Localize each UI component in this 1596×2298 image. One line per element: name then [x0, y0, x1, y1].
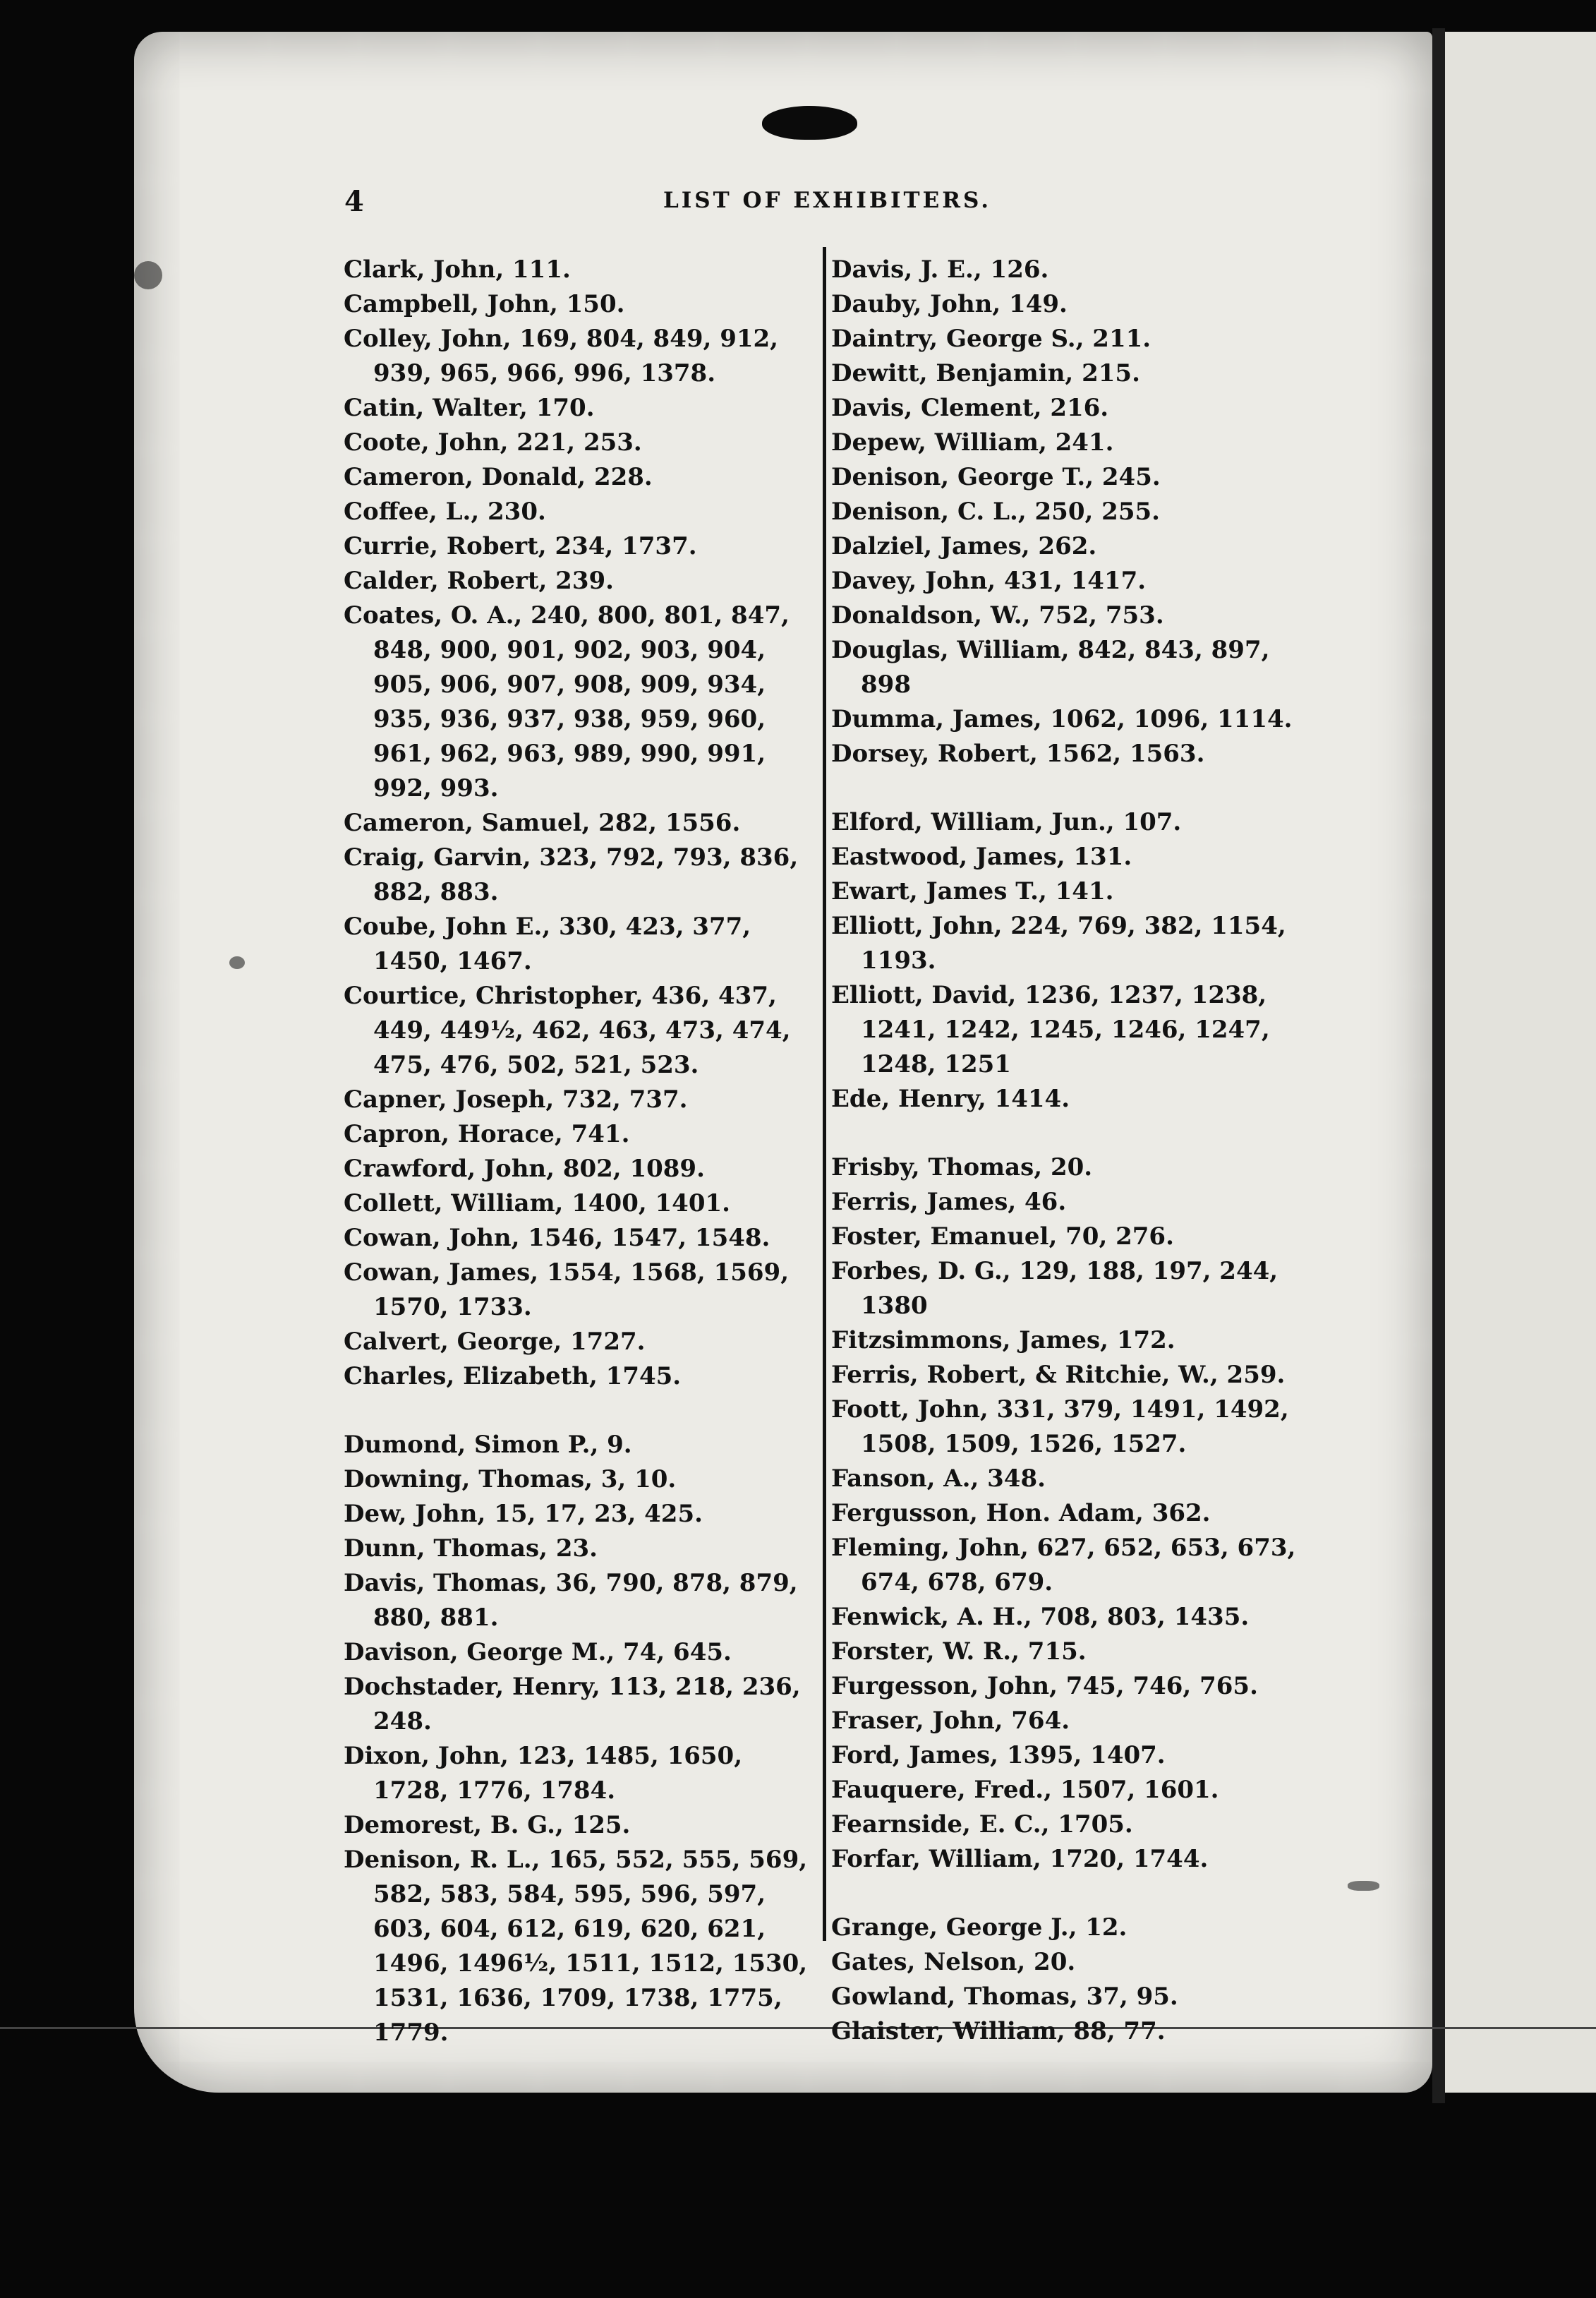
section-gap [831, 1877, 1318, 1911]
book-gutter [1432, 28, 1445, 2103]
exhibitor-entry: Denison, R. L., 165, 552, 555, 569, 582, 583, 584, 595, 596, 597, 603, 604, 612, 619, 620, 621, 1496, 1496½, 1511, 1512, 1530, 1531, 1636, 1709, 1738, 1775, 1779. [344, 1846, 808, 2047]
section-gap [831, 1117, 1318, 1150]
exhibitor-entry: Fearnside, E. C., 1705. [831, 1810, 1133, 1839]
exhibitor-entry: Colley, John, 169, 804, 849, 912, 939, 965, 966, 996, 1378. [344, 325, 779, 387]
exhibitor-entry: Fanson, A., 348. [831, 1464, 1046, 1493]
exhibitor-entry: Crawford, John, 802, 1089. [344, 1155, 705, 1183]
exhibitor-entry: Downing, Thomas, 3, 10. [344, 1465, 677, 1493]
exhibitor-entry: Foott, John, 331, 379, 1491, 1492, 1508, 1509, 1526, 1527. [831, 1395, 1289, 1458]
right-column [831, 253, 1318, 2049]
exhibitor-entry: Cowan, James, 1554, 1568, 1569, 1570, 1733. [344, 1258, 790, 1321]
exhibitor-entry: Ewart, James T., 141. [831, 877, 1114, 906]
exhibitor-entry: Davis, J. E., 126. [831, 255, 1049, 284]
exhibitor-entry: Dumond, Simon P., 9. [344, 1431, 632, 1459]
exhibitor-entry: Davey, John, 431, 1417. [831, 567, 1147, 595]
exhibitor-entry: Douglas, William, 842, 843, 897, 898 [831, 636, 1270, 699]
exhibitor-entry: Capron, Horace, 741. [344, 1120, 630, 1148]
exhibitor-entry: Fauquere, Fred., 1507, 1601. [831, 1776, 1219, 1804]
exhibitor-entry: Ferris, Robert, & Ritchie, W., 259. [831, 1361, 1286, 1389]
exhibitor-entry: Davison, George M., 74, 645. [344, 1638, 732, 1666]
exhibitor-entry: Gates, Nelson, 20. [831, 1948, 1076, 1976]
exhibitor-entry: Dunn, Thomas, 23. [344, 1534, 598, 1563]
exhibitor-entry: Calvert, George, 1727. [344, 1328, 646, 1356]
exhibitor-entry: Eastwood, James, 131. [831, 843, 1132, 871]
exhibitor-entry: Donaldson, W., 752, 753. [831, 601, 1164, 630]
exhibitor-entry: Davis, Clement, 216. [831, 394, 1109, 422]
exhibitor-entry: Coote, John, 221, 253. [344, 428, 642, 457]
exhibitor-entry: Demorest, B. G., 125. [344, 1811, 631, 1839]
exhibitor-entry: Furgesson, John, 745, 746, 765. [831, 1672, 1258, 1700]
exhibitor-entry: Grange, George J., 12. [831, 1913, 1128, 1942]
exhibitor-entry: Cameron, Donald, 228. [344, 463, 653, 491]
exhibitor-entry: Forfar, William, 1720, 1744. [831, 1845, 1209, 1873]
exhibitor-entry: Elliott, David, 1236, 1237, 1238, 1241, 1242, 1245, 1246, 1247, 1248, 1251 [831, 981, 1270, 1078]
exhibitor-entry: Capner, Joseph, 732, 737. [344, 1085, 688, 1114]
exhibitor-entry: Elliott, John, 224, 769, 382, 1154, 1193. [831, 912, 1286, 975]
exhibitor-entry: Campbell, John, 150. [344, 290, 625, 318]
exhibitor-entry: Dewitt, Benjamin, 215. [831, 359, 1140, 387]
exhibitor-entry: Ede, Henry, 1414. [831, 1085, 1070, 1113]
header-ornament [762, 106, 857, 140]
exhibitor-entry: Fitzsimmons, James, 172. [831, 1326, 1175, 1354]
section-gap [344, 1394, 816, 1428]
exhibitor-entry: Coube, John E., 330, 423, 377, 1450, 1467. [344, 913, 751, 975]
exhibitor-entry: Depew, William, 241. [831, 428, 1114, 457]
ink-stain [1348, 1881, 1379, 1891]
exhibitor-entry: Cowan, John, 1546, 1547, 1548. [344, 1224, 770, 1252]
exhibitor-entry: Currie, Robert, 234, 1737. [344, 532, 697, 560]
facing-page-edge [1445, 32, 1596, 2093]
exhibitor-entry: Courtice, Christopher, 436, 437, 449, 449½, 462, 463, 473, 474, 475, 476, 502, 521, 523. [344, 982, 791, 1079]
exhibitor-entry: Fleming, John, 627, 652, 653, 673, 674, 678, 679. [831, 1534, 1296, 1596]
exhibitor-entry: Fenwick, A. H., 708, 803, 1435. [831, 1603, 1250, 1631]
exhibitor-entry: Forster, W. R., 715. [831, 1637, 1087, 1666]
exhibitor-entry: Charles, Elizabeth, 1745. [344, 1362, 682, 1390]
exhibitor-entry: Dorsey, Robert, 1562, 1563. [831, 740, 1205, 768]
exhibitor-entry: Coffee, L., 230. [344, 498, 546, 526]
exhibitor-entry: Coates, O. A., 240, 800, 801, 847, 848, 900, 901, 902, 903, 904, 905, 906, 907, 908, 909, 934, 935, 936, 937, 938, 959, 960, 961, 962, 963, 989, 990, 991, 992, 993. [344, 601, 790, 802]
column-rule [823, 247, 826, 1941]
exhibitor-entry: Daintry, George S., 211. [831, 325, 1151, 353]
exhibitor-entry: Dochstader, Henry, 113, 218, 236, 248. [344, 1673, 801, 1735]
exhibitor-entry: Calder, Robert, 239. [344, 567, 614, 595]
page-number: 4 [344, 185, 364, 218]
exhibitor-entry: Dauby, John, 149. [831, 290, 1068, 318]
exhibitor-entry: Glaister, William, 88, 77. [831, 2017, 1166, 2045]
exhibitor-entry: Dumma, James, 1062, 1096, 1114. [831, 705, 1293, 733]
left-column [344, 253, 816, 2050]
exhibitor-entry: Frisby, Thomas, 20. [831, 1153, 1093, 1181]
exhibitor-entry: Craig, Garvin, 323, 792, 793, 836, 882, 883. [344, 843, 799, 906]
exhibitor-entry: Dixon, John, 123, 1485, 1650, 1728, 1776, 1784. [344, 1742, 743, 1805]
exhibitor-entry: Cameron, Samuel, 282, 1556. [344, 809, 741, 837]
exhibitor-entry: Dew, John, 15, 17, 23, 425. [344, 1500, 703, 1528]
exhibitor-entry: Forbes, D. G., 129, 188, 197, 244, 1380 [831, 1257, 1278, 1320]
exhibitor-entry: Foster, Emanuel, 70, 276. [831, 1222, 1174, 1251]
exhibitor-entry: Ford, James, 1395, 1407. [831, 1741, 1166, 1769]
exhibitor-entry: Denison, C. L., 250, 255. [831, 498, 1160, 526]
section-gap [831, 771, 1318, 805]
ink-stain [229, 956, 245, 969]
exhibitor-entry: Gowland, Thomas, 37, 95. [831, 1983, 1178, 2011]
exhibitor-entry: Fraser, John, 764. [831, 1707, 1070, 1735]
exhibitor-entry: Fergusson, Hon. Adam, 362. [831, 1499, 1211, 1527]
running-head: LIST OF EXHIBITERS. [663, 188, 992, 213]
ink-stain [134, 261, 162, 289]
exhibitor-entry: Collett, William, 1400, 1401. [344, 1189, 730, 1217]
exhibitor-entry: Elford, William, Jun., 107. [831, 808, 1182, 836]
exhibitor-entry: Clark, John, 111. [344, 255, 571, 284]
exhibitor-entry: Catin, Walter, 170. [344, 394, 595, 422]
exhibitor-entry: Davis, Thomas, 36, 790, 878, 879, 880, 881. [344, 1569, 798, 1632]
exhibitor-entry: Dalziel, James, 262. [831, 532, 1097, 560]
exhibitor-entry: Ferris, James, 46. [831, 1188, 1067, 1216]
exhibitor-entry: Denison, George T., 245. [831, 463, 1161, 491]
